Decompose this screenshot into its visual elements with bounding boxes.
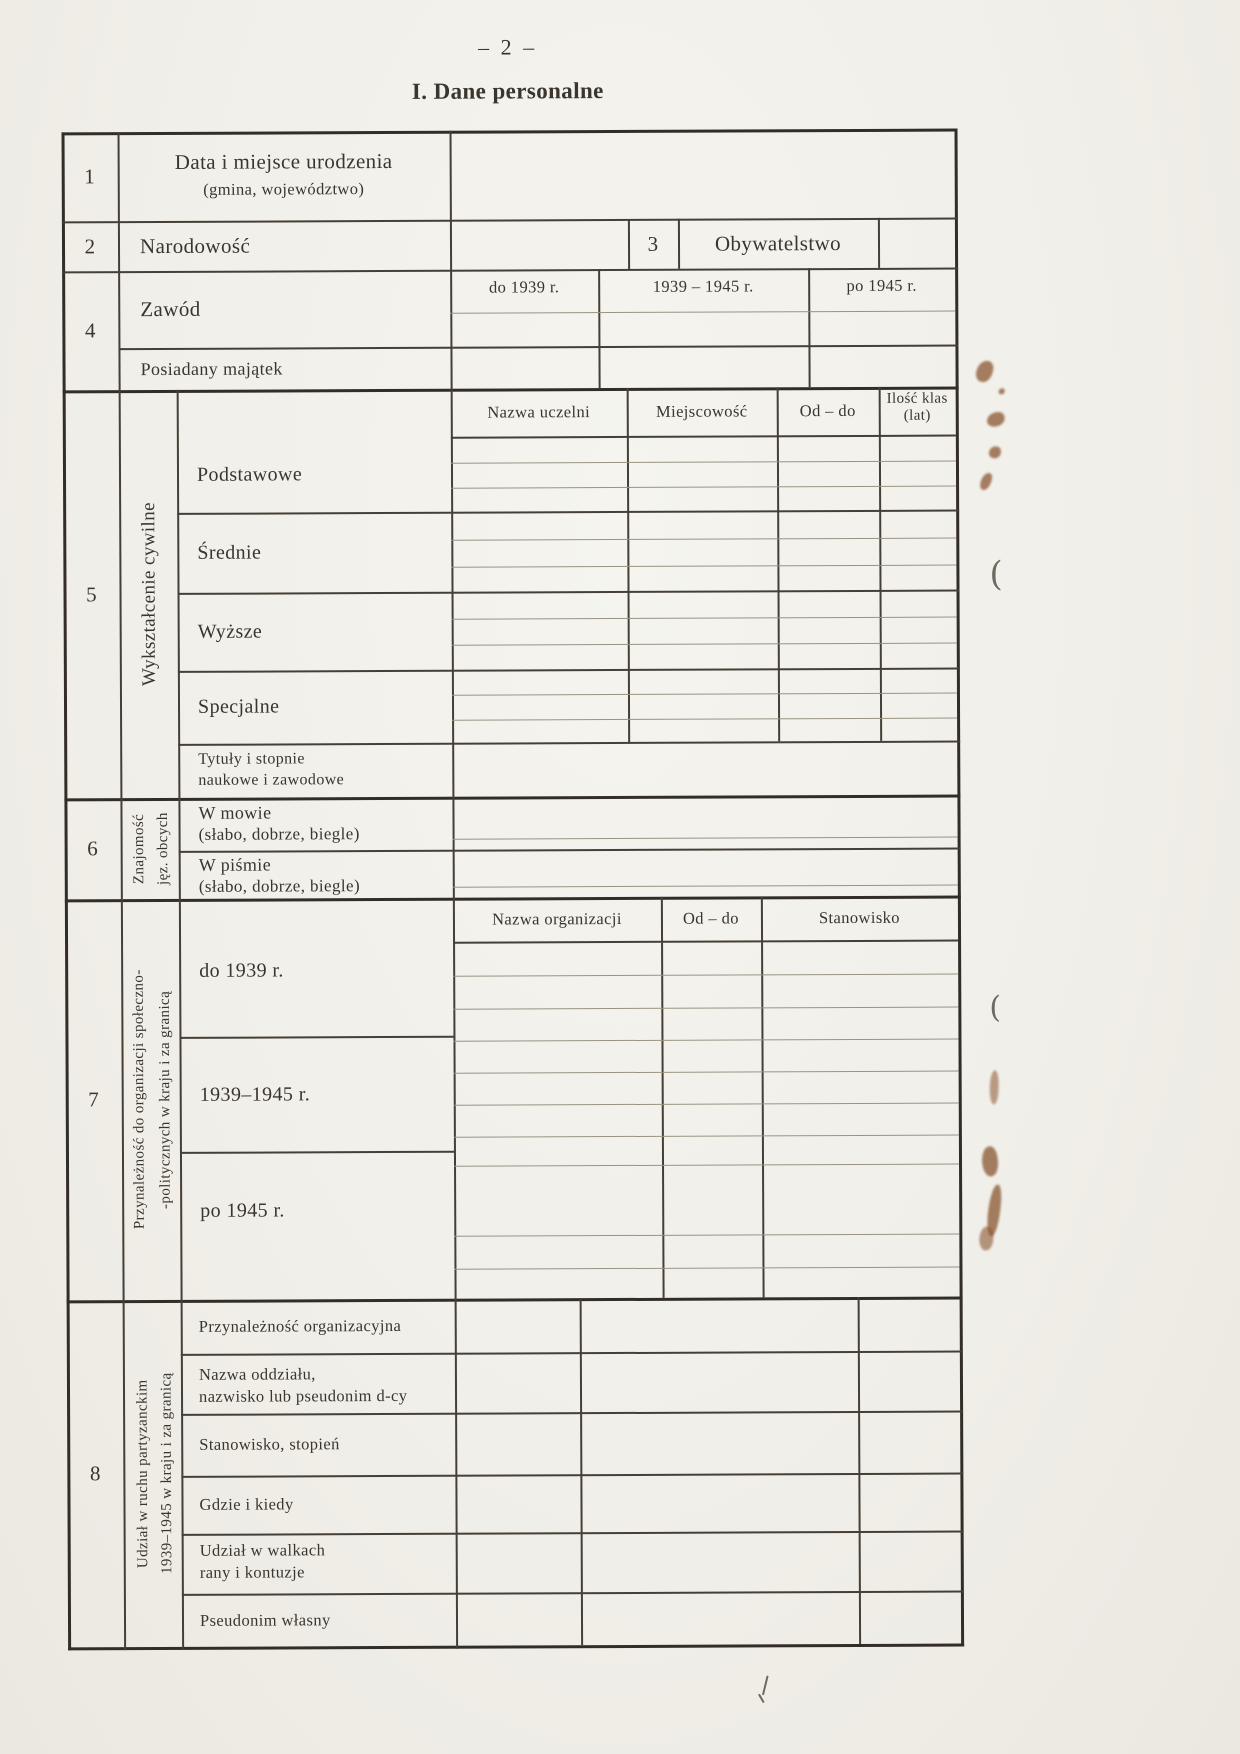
education-level-special: Specjalne: [197, 695, 280, 718]
divider: [182, 1531, 964, 1536]
period-header-after: po 1945 r.: [846, 275, 917, 296]
rust-stain: [980, 1145, 1000, 1177]
row-number-1: 1: [84, 164, 96, 189]
ruled-line: [454, 1267, 959, 1270]
page-title: I. Dane personalne: [411, 78, 604, 104]
ruled-line: [454, 1071, 959, 1074]
field-birthplace: [452, 131, 953, 218]
ruled-line: [453, 1007, 958, 1010]
education-level-higher: Wyższe: [197, 620, 263, 643]
org-period-during: 1939–1945 r.: [199, 1083, 311, 1106]
languages-vertical-label-2: jęz. obcych: [154, 812, 172, 885]
page-number: – 2 –: [478, 34, 538, 60]
column-header-school: Nazwa uczelni: [487, 402, 591, 422]
rust-stain: [979, 1226, 993, 1250]
divider: [661, 897, 665, 1298]
ruled-line: [454, 1234, 959, 1237]
divider: [761, 896, 765, 1297]
margin-pen-mark: (: [989, 554, 1003, 595]
ruled-line: [453, 974, 958, 977]
row-number-5: 5: [86, 581, 98, 606]
partisan-where-when-label: Gdzie i kiedy: [199, 1494, 294, 1514]
partisan-vertical-label-2: 1939–1945 w kraju i za granicą: [158, 1372, 176, 1575]
organizations-vertical-label-1: Przynależność do organizacji społeczno-: [130, 969, 148, 1230]
period-header-during: 1939 – 1945 r.: [652, 276, 754, 296]
row-number-7: 7: [88, 1087, 100, 1112]
education-vertical-label: Wykształcenie cywilne: [138, 502, 160, 687]
divider: [178, 741, 960, 746]
pen-squiggle: [762, 1675, 769, 1695]
education-level-secondary: Średnie: [197, 541, 262, 564]
languages-vertical-label-1: Znajomość: [130, 813, 148, 884]
column-header-position: Stanowisko: [818, 907, 900, 928]
margin-pen-mark: (: [989, 990, 1002, 1026]
divider: [64, 795, 960, 802]
ruled-line: [454, 1103, 959, 1106]
divider: [118, 345, 958, 351]
divider: [179, 1036, 453, 1039]
period-header-before: do 1939 r.: [488, 277, 560, 297]
field-citizenship: [880, 220, 953, 266]
rust-stain: [986, 411, 1006, 428]
org-period-before: do 1939 r.: [199, 959, 284, 982]
education-level-primary: Podstawowe: [196, 463, 303, 486]
rust-stain: [989, 446, 1001, 458]
occupation-label: Zawód: [140, 296, 201, 322]
ruled-line: [454, 1164, 959, 1167]
rust-stain: [990, 1070, 999, 1104]
rust-stain: [974, 359, 995, 384]
column-header-od-do: Od – do: [682, 908, 739, 928]
partisan-affiliation-label: Przynależność organizacyjna: [198, 1315, 402, 1336]
column-header-place: Miejscowość: [655, 401, 748, 421]
label-value-divider: [450, 131, 459, 1649]
partisan-unit-label: Nazwa oddziału, nazwisko lub pseudonim d-cy: [198, 1364, 408, 1406]
rust-stain: [999, 388, 1005, 394]
column-header-period: Od – do: [799, 400, 856, 421]
partisan-rank-label: Stanowisko, stopień: [199, 1434, 340, 1454]
divider: [179, 848, 961, 853]
speech-hint: (słabo, dobrze, biegle): [198, 824, 360, 844]
column-header-organization: Nazwa organizacji: [492, 908, 622, 929]
field-nationality: [452, 221, 626, 268]
divider: [178, 668, 960, 673]
ruled-line: [453, 885, 958, 888]
divider: [180, 1151, 454, 1154]
titles-degrees-label: Tytuły i stopnie naukowe i zawodowe: [198, 750, 345, 789]
speech-label: W mowie: [198, 802, 272, 823]
writing-label: W piśmie: [198, 854, 272, 875]
column-header-classes: Ilość klas (lat): [886, 390, 948, 424]
partisan-alias-label: Pseudonim własny: [199, 1609, 331, 1630]
row-number-2: 2: [84, 233, 96, 258]
rust-stain: [978, 471, 993, 491]
row-number-4: 4: [84, 318, 96, 343]
writing-hint: (słabo, dobrze, biegle): [198, 876, 361, 896]
row-number-6: 6: [87, 836, 99, 861]
row-number-8: 8: [89, 1461, 101, 1486]
divider: [178, 590, 960, 595]
partisan-vertical-label-1: Udział w ruchu partyzanckim: [134, 1379, 152, 1568]
birth-label: Data i miejsce urodzenia: [174, 148, 393, 174]
org-period-after: po 1945 r.: [200, 1199, 285, 1222]
ruled-line: [450, 311, 955, 314]
nationality-label: Narodowość: [139, 233, 251, 258]
ruled-line: [454, 1135, 959, 1138]
citizenship-label: Obywatelstwo: [714, 230, 842, 256]
organizations-vertical-label-2: -politycznych w kraju i za granicą: [156, 990, 174, 1209]
ruled-line: [453, 837, 958, 840]
property-label: Posiadany majątek: [140, 357, 283, 379]
row-number-3: 3: [647, 231, 659, 256]
ruled-line: [453, 1039, 958, 1042]
partisan-combat-label: Udział w walkach rany i kontuzje: [199, 1540, 326, 1582]
birth-sublabel: (gmina, województwo): [203, 179, 365, 199]
divider: [777, 387, 781, 741]
table-border-right: [955, 129, 965, 1647]
